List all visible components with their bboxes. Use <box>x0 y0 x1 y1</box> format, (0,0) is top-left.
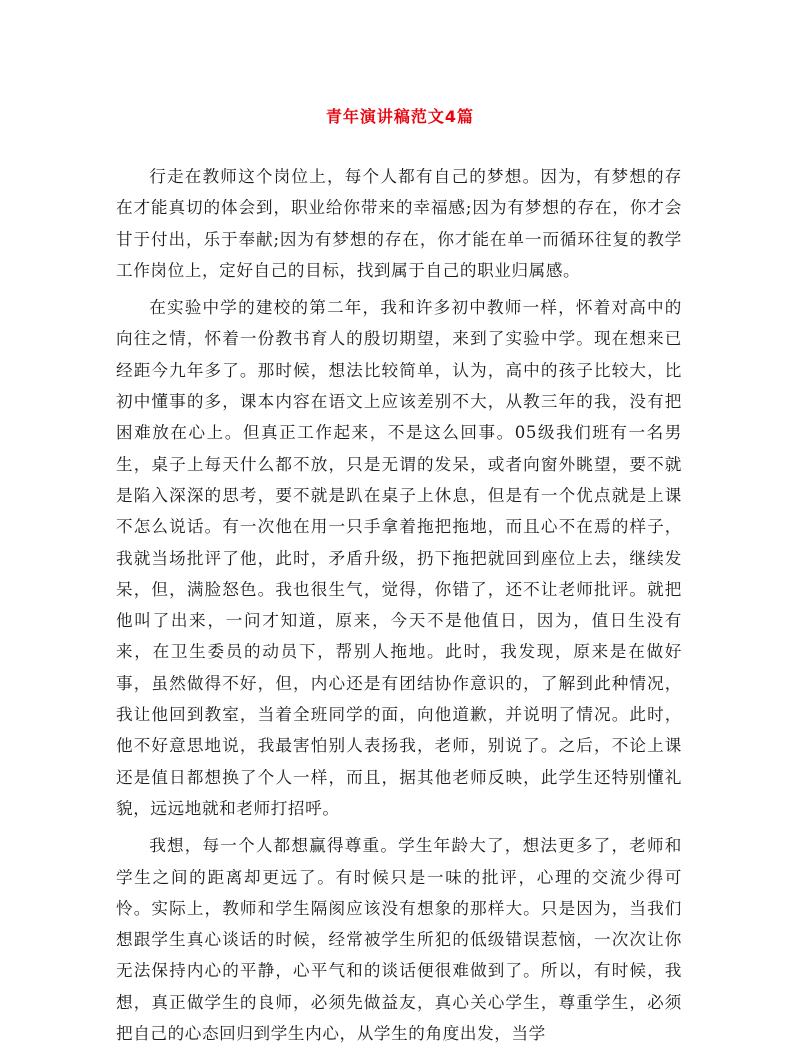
paragraph-1: 行走在教师这个岗位上，每个人都有自己的梦想。因为，有梦想的存在才能真切的体会到，职业给你带来的幸福感;因为有梦想的存在，你才会甘于付出，乐于奉献;因为有梦想的存在，你才能在单一而循环往复的教学工作岗位上，定好自己的目标，找到属于自己的职业归属感。 <box>116 167 682 280</box>
document-title: 青年演讲稿范文4篇 <box>325 107 475 126</box>
paragraph-3: 我想，每一个人都想赢得尊重。学生年龄大了，想法更多了，老师和学生之间的距离却更远了。有时候只是一味的批评，心理的交流少得可怜。实际上，教师和学生隔阂应该没有想象的那样大。只是因为，当我们想跟学生真心谈话的时候，经常被学生所犯的低级错误惹恼，一次次让你无法保持内心的平静，心平气和的谈话便很难做到了。所以，有时候，我想，真正做学生的良师，必须先做益友，真心关心学生，尊重学生，必须把自己的心态回归到学生内心，从学生的角度出发，当学 <box>116 836 682 1044</box>
document-body <box>116 161 682 1055</box>
paragraph-2: 在实验中学的建校的第二年，我和许多初中教师一样，怀着对高中的向往之情，怀着一份教书育人的殷切期望，来到了实验中学。现在想来已经距今九年多了。那时候，想法比较简单，认为，高中的孩子比较大，比初中懂事的多，课本内容在语文上应该差别不大，从教三年的我，没有把困难放在心上。但真正工作起来，不是这么回事。05级我们班有一名男生，桌子上每天什么都不放，只是无谓的发呆，或者向窗外眺望，要不就是陷入深深的思考，要不就是趴在桌子上休息，但是有一个优点就是上课不怎么说话。有一次他在用一只手拿着拖把拖地，而且心不在焉的样子，我就当场批评了他，此时，矛盾升级，扔下拖把就回到座位上去，继续发呆，但，满脸怒色。我也很生气，觉得，你错了，还不让老师批评。就把他叫了出来，一问才知道，原来，今天不是他值日，因为，值日生没有来，在卫生委员的动员下，帮别人拖地。此时，我发现，原来是在做好事，虽然做得不好，但，内心还是有团结协作意识的，了解到此种情况，我让他回到教室，当着全班同学的面，向他道歉，并说明了情况。此时，他不好意思地说，我最害怕别人表扬我，老师，别说了。之后，不论上课还是值日都想换了个人一样，而且，据其他老师反映，此学生还特别懂礼貌，远远地就和老师打招呼。 <box>116 298 682 818</box>
